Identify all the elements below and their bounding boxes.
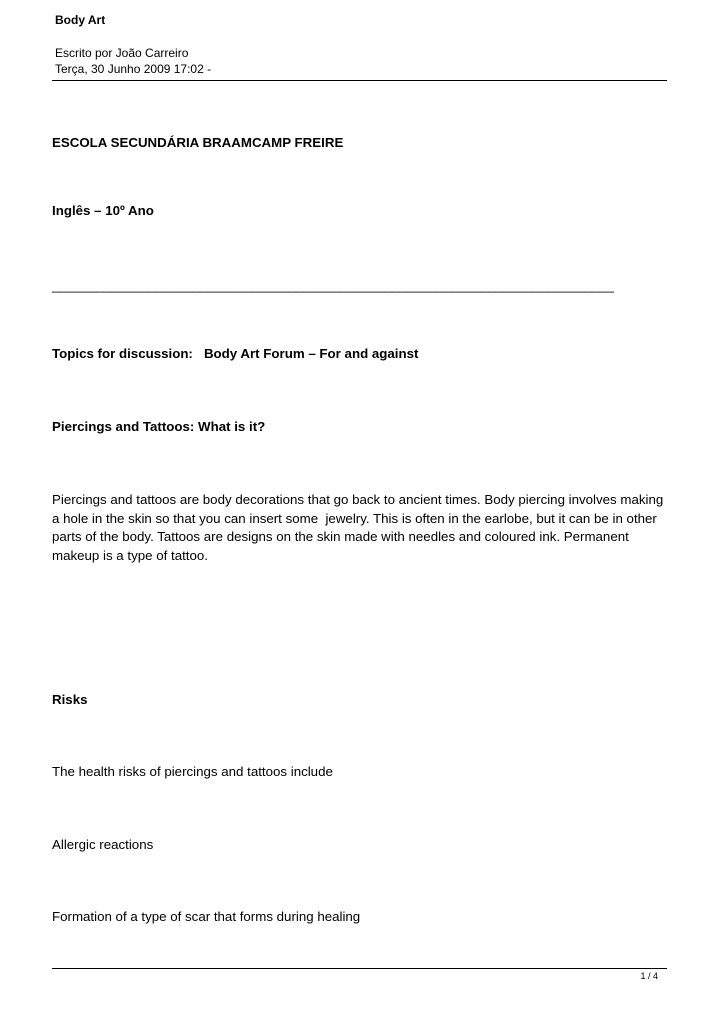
risks-heading: Risks bbox=[52, 692, 88, 707]
risks-intro: The health risks of piercings and tattoos include bbox=[52, 764, 333, 779]
header-title: Body Art bbox=[55, 13, 106, 27]
header-author: Escrito por João Carreiro bbox=[55, 46, 189, 60]
risk-item-allergic: Allergic reactions bbox=[52, 837, 154, 852]
risk-item-scar: Formation of a type of scar that forms during healing bbox=[52, 909, 361, 924]
intro-paragraph: Piercings and tattoos are body decorations that go back to ancient times. Body piercing involves making a hole in the skin so that you can insert some jewelry. This is often in the earlobe, but it can be in other parts of the body. Tattoos are designs on the skin made with needles and coloured ink. Permanent makeup is a type of tattoo. bbox=[52, 492, 667, 563]
question-heading: Piercings and Tattoos: What is it? bbox=[52, 419, 266, 434]
header-rule bbox=[52, 80, 667, 81]
separator-line: ____________________________________________________________________________ bbox=[52, 278, 615, 293]
page-number: 1 / 4 bbox=[640, 971, 658, 981]
header-date: Terça, 30 Junho 2009 17:02 - bbox=[55, 62, 212, 76]
topics-heading: Topics for discussion: Body Art Forum – For and against bbox=[52, 346, 419, 361]
school-name: ESCOLA SECUNDÁRIA BRAAMCAMP FREIRE bbox=[52, 135, 344, 150]
grade-label: Inglês – 10º Ano bbox=[52, 203, 154, 218]
footer-rule bbox=[52, 968, 667, 969]
